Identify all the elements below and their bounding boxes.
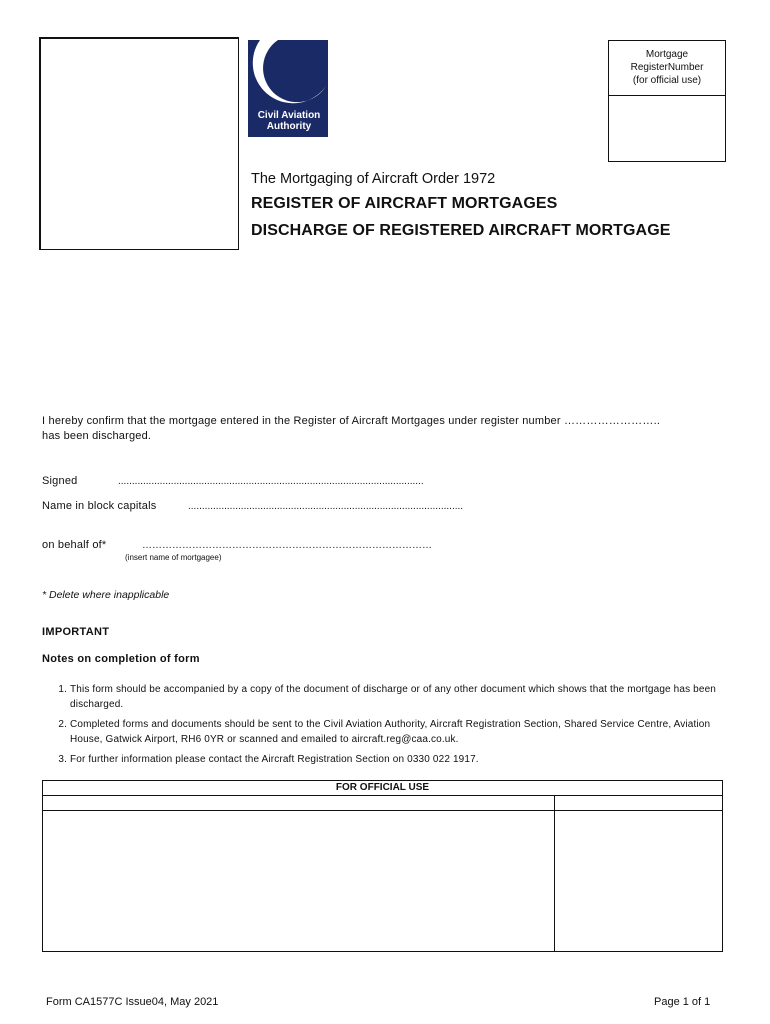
order-title: The Mortgaging of Aircraft Order 1972 [251,171,496,187]
signed-field[interactable]: .............................................................................................................. [118,476,424,487]
form-title: REGISTER OF AIRCRAFT MORTGAGES [251,195,558,212]
notes-heading: Notes on completion of form [42,653,200,665]
form-id: Form CA1577C Issue04, May 2021 [46,996,219,1008]
register-label-1: Mortgage [645,49,689,60]
note-item: 1. This form should be accompanied by a copy of the document of discharge or of any other document which shows that the mortgage has been discharged. [70,682,720,712]
register-number-header [609,41,725,96]
register-number-field[interactable] [609,96,725,162]
notes-list [42,682,720,772]
note-item: 3. For further information please contact the Aircraft Registration Section on 0330 022 1917. [70,752,720,767]
logo-line-1: Civil Aviation [257,110,321,121]
stamp-box [39,37,239,250]
confirmation-line-2: has been discharged. [42,430,152,442]
official-use-heading: FOR OFFICIAL USE [43,781,722,796]
official-use-divider [554,795,555,951]
signed-label: Signed [42,475,78,487]
logo-line-2: Authority [266,121,312,132]
behalf-field[interactable]: …………………………………………………………………………… [142,540,432,551]
official-use-box [42,780,723,952]
confirmation-statement [42,414,732,444]
behalf-hint: (insert name of mortgagee) [125,553,222,562]
official-use-subheader [43,796,722,811]
form-subtitle: DISCHARGE OF REGISTERED AIRCRAFT MORTGAGE [251,222,671,239]
behalf-label: on behalf of* [42,539,107,551]
confirmation-line-1: I hereby confirm that the mortgage entered in the Register of Aircraft Mortgages under register number …………………….. [42,415,661,427]
important-heading: IMPORTANT [42,626,110,638]
delete-note: * Delete where inapplicable [42,589,170,601]
page-number: Page 1 of 1 [654,996,711,1008]
logo-text [252,110,326,132]
name-field[interactable]: ................................................................................................... [188,501,464,512]
register-label-3: (for official use) [632,75,702,86]
caa-logo [248,40,328,137]
register-number-box [608,40,726,162]
note-item: 2. Completed forms and documents should be sent to the Civil Aviation Authority, Aircraft Registration Section, Shared Service Centre, Aviation House, Gatwick Airport, RH6 0YR or scanned and emailed to aircraft.reg@caa.co.uk. [70,717,720,747]
name-label: Name in block capitals [42,500,157,512]
register-label-2: RegisterNumber [630,62,704,73]
